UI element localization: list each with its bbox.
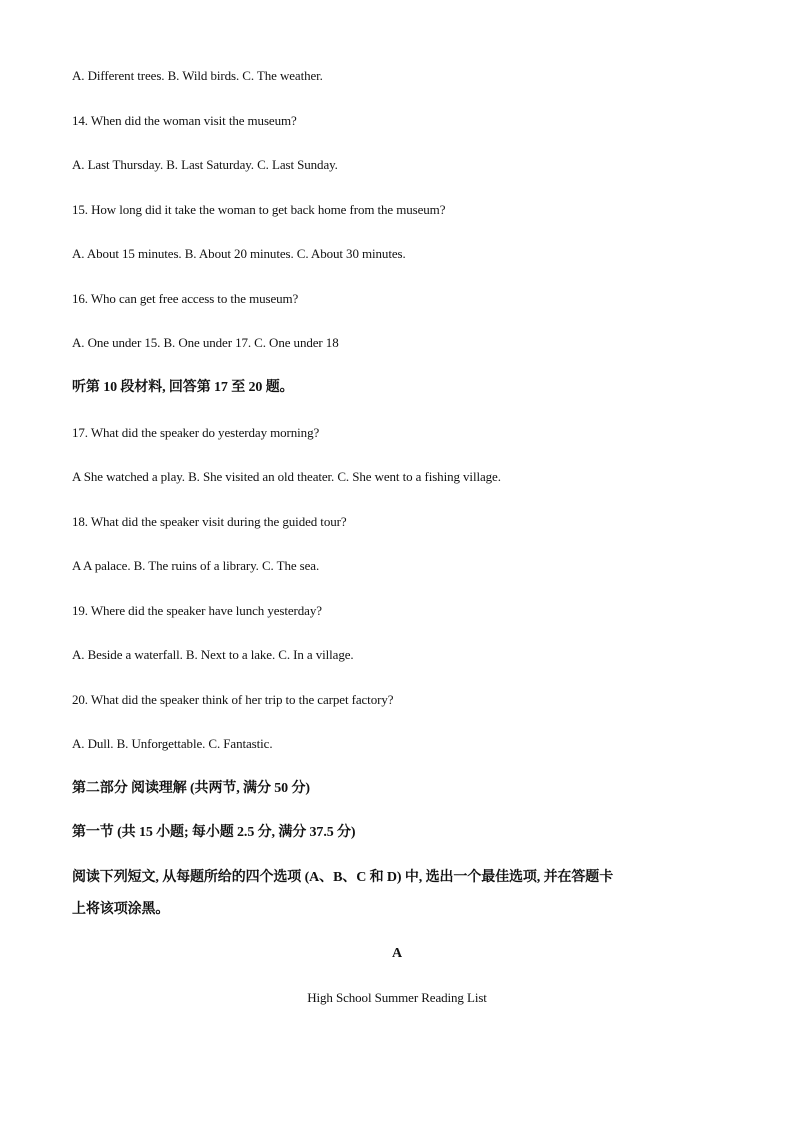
part-two-heading: 第二部分 阅读理解 (共两节, 满分 50 分) xyxy=(72,781,310,796)
passage-title: High School Summer Reading List xyxy=(307,990,487,1005)
instructions-line-2: 上将该项涂黑。 xyxy=(72,902,170,917)
q19-question: 19. Where did the speaker have lunch yesterday? xyxy=(72,603,322,618)
q14-question: 14. When did the woman visit the museum? xyxy=(72,113,297,128)
q20-question: 20. What did the speaker think of her trip to the carpet factory? xyxy=(72,692,394,707)
section-10-heading: 听第 10 段材料, 回答第 17 至 20 题。 xyxy=(72,380,294,395)
q15-question: 15. How long did it take the woman to get back home from the museum? xyxy=(72,202,446,217)
q18-options: A A palace. B. The ruins of a library. C. The sea. xyxy=(72,558,320,573)
q14-options: A. Last Thursday. B. Last Saturday. C. Last Sunday. xyxy=(72,157,338,172)
q20-options: A. Dull. B. Unforgettable. C. Fantastic. xyxy=(72,736,273,751)
q18-question: 18. What did the speaker visit during the guided tour? xyxy=(72,514,347,529)
q16-question: 16. Who can get free access to the museum? xyxy=(72,291,299,306)
q16-options: A. One under 15. B. One under 17. C. One under 18 xyxy=(72,335,339,350)
q17-question: 17. What did the speaker do yesterday morning? xyxy=(72,425,320,440)
passage-label: A xyxy=(391,946,402,961)
q17-options: A She watched a play. B. She visited an old theater. C. She went to a fishing village. xyxy=(72,469,501,484)
q15-options: A. About 15 minutes. B. About 20 minutes. C. About 30 minutes. xyxy=(72,246,406,261)
instructions-line-1: 阅读下列短文, 从每题所给的四个选项 (A、B、C 和 D) 中, 选出一个最佳选项, 并在答题卡 xyxy=(72,870,614,885)
q13-options: A. Different trees. B. Wild birds. C. The weather. xyxy=(72,68,323,83)
q19-options: A. Beside a waterfall. B. Next to a lake. C. In a village. xyxy=(72,647,354,662)
section-one-heading: 第一节 (共 15 小题; 每小题 2.5 分, 满分 37.5 分) xyxy=(72,825,356,840)
